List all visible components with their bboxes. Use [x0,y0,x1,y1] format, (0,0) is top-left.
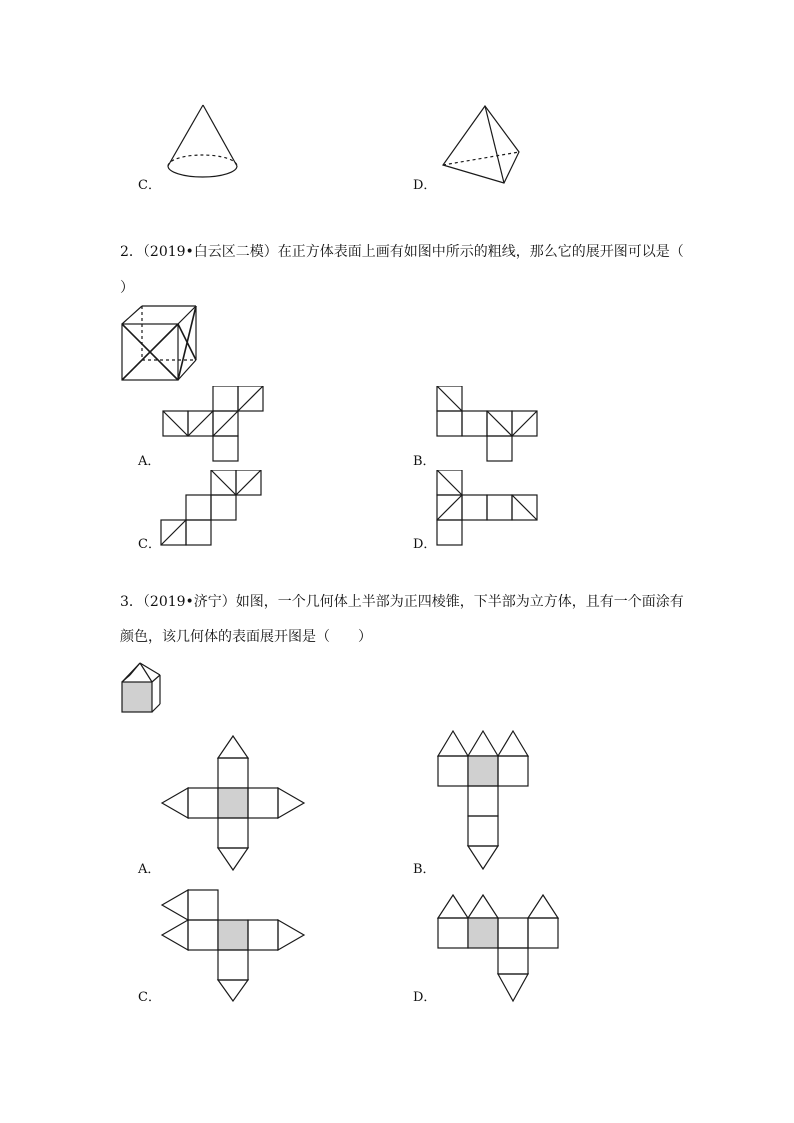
q3-option-b-label: B． [413,862,436,877]
q2-option-c-net [160,470,264,548]
question-3-stem: 3．（2019•济宁）如图，一个几何体上半部为正四棱锥，下半部为立方体，且有一个面涂有 [120,594,684,610]
question-2-stem-end: ） [120,280,134,296]
option-d-label: D． [413,178,437,193]
question-3-stem-line2: 颜色，该几何体的表面展开图是（ ） [120,629,372,645]
q2-option-b-net [436,386,540,464]
pyramid-on-cube-figure [118,658,166,716]
q3-option-c-net [160,886,310,1004]
q2-option-a-label: A． [138,454,161,469]
q2-option-d-label: D． [413,537,437,552]
q3-option-c-label: C． [138,990,161,1005]
triangular-pyramid-figure [438,100,528,190]
q2-option-d-net [436,470,540,548]
q3-option-d-label: D． [413,990,437,1005]
q3-option-b-net [436,728,530,872]
q2-option-c-label: C． [138,537,161,552]
option-c-label: C． [138,178,161,193]
q3-option-d-net [436,890,560,1004]
q2-option-a-net [160,386,265,464]
cone-figure [160,100,250,190]
question-2-stem: 2．（2019•白云区二模）在正方体表面上画有如图中所示的粗线，那么它的展开图可以是（ [120,244,684,260]
q3-option-a-net [160,734,310,872]
cube-with-diagonals-figure [118,302,202,386]
q2-option-b-label: B． [413,454,436,469]
q3-option-a-label: A． [138,862,161,877]
